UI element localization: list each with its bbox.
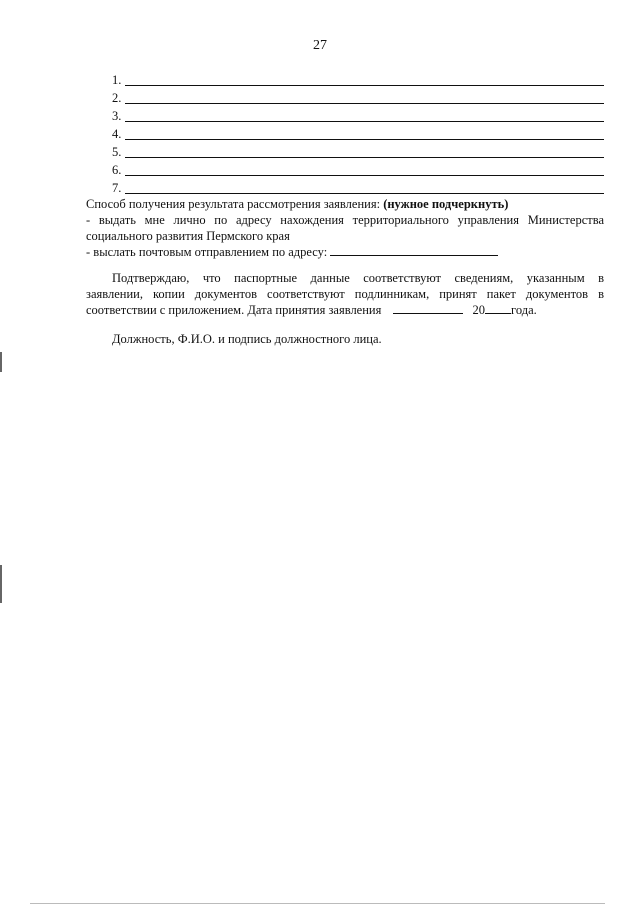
line-number: 7. xyxy=(112,181,122,195)
page-number: 27 xyxy=(313,38,327,53)
method-emphasis: (нужное подчеркнуть) xyxy=(383,197,509,211)
method-intro: Способ получения результата рассмотрения заявления: xyxy=(86,197,384,211)
blank-line xyxy=(125,121,604,122)
method-option-1-cont: социального развития Пермского края xyxy=(86,229,290,243)
blank-line xyxy=(125,139,604,140)
confirmation-line-3 xyxy=(86,302,537,318)
address-blank xyxy=(330,244,498,256)
numbered-line xyxy=(112,108,604,124)
year-suffix: года. xyxy=(511,303,537,317)
method-option-2 xyxy=(86,244,498,260)
confirmation-line-2: заявлении, копии документов соответствуют подлинникам, принят пакет документов в xyxy=(86,287,604,301)
blank-line xyxy=(125,85,604,86)
line-number: 3. xyxy=(112,109,122,123)
numbered-line xyxy=(112,72,604,88)
line-number: 1. xyxy=(112,73,122,87)
method-option-2-text: - выслать почтовым отправлением по адресу: xyxy=(86,245,331,259)
year-blank xyxy=(485,302,511,314)
line-number: 6. xyxy=(112,163,122,177)
date-blank xyxy=(393,302,463,314)
line-number: 4. xyxy=(112,127,122,141)
numbered-line xyxy=(112,126,604,142)
numbered-line xyxy=(112,144,604,160)
blank-line xyxy=(125,193,604,194)
confirmation-line-3-text: соответствии с приложением. Дата принятия заявления xyxy=(86,303,385,317)
bottom-rule xyxy=(30,903,605,904)
blank-line xyxy=(125,157,604,158)
numbered-line xyxy=(112,162,604,178)
line-number: 5. xyxy=(112,145,122,159)
numbered-line xyxy=(112,90,604,106)
left-edge-mark xyxy=(0,565,2,603)
method-option-1: - выдать мне лично по адресу нахождения территориального управления Министерства xyxy=(86,213,604,227)
numbered-line xyxy=(112,180,604,196)
method-heading xyxy=(86,196,508,212)
blank-line xyxy=(125,103,604,104)
left-edge-mark xyxy=(0,352,2,372)
signature-label: Должность, Ф.И.О. и подпись должностного лица. xyxy=(112,332,382,346)
blank-line xyxy=(125,175,604,176)
confirmation-line-1: Подтверждаю, что паспортные данные соответствуют сведениям, указанным в xyxy=(112,271,604,285)
year-prefix: 20 xyxy=(472,303,485,317)
line-number: 2. xyxy=(112,91,122,105)
